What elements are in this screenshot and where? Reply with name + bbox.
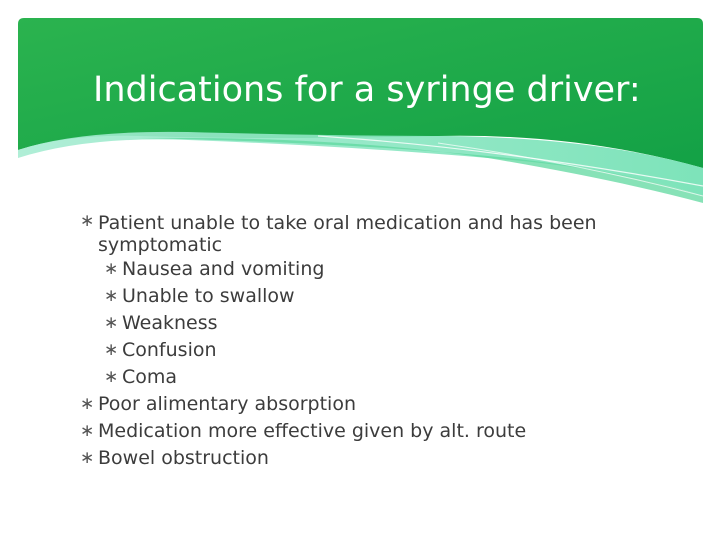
bullet-text: Unable to swallow	[122, 285, 295, 307]
bullet-item	[80, 391, 690, 418]
bullet-text: Coma	[122, 366, 178, 388]
bullet-icon: ∗	[104, 340, 119, 360]
bullet-item	[80, 210, 690, 256]
bullet-icon: ∗	[80, 211, 95, 231]
bullet-icon: ∗	[104, 367, 119, 387]
bullet-icon: ∗	[104, 259, 119, 279]
bullet-item	[104, 256, 690, 283]
bullet-icon: ∗	[80, 448, 95, 468]
bullet-text: Nausea and vomiting	[122, 258, 325, 280]
bullet-item	[104, 310, 690, 337]
slide-title: Indications for a syringe driver:	[93, 70, 641, 110]
bullet-text: Patient unable to take oral medication and has been symptomatic	[98, 212, 597, 256]
bullet-item	[80, 445, 690, 472]
bullet-icon: ∗	[80, 394, 95, 414]
bullet-icon: ∗	[80, 421, 95, 441]
bullet-text: Confusion	[122, 339, 217, 361]
bullet-list	[80, 210, 690, 472]
bullet-text: Poor alimentary absorption	[98, 393, 357, 415]
bullet-text: Medication more effective given by alt. route	[98, 420, 527, 442]
bullet-item	[104, 337, 690, 364]
bullet-text: Bowel obstruction	[98, 447, 269, 469]
bullet-icon: ∗	[104, 286, 119, 306]
bullet-item	[104, 364, 690, 391]
bullet-icon: ∗	[104, 313, 119, 333]
title-banner	[18, 18, 703, 203]
banner-graphic	[18, 18, 703, 203]
bullet-item	[104, 283, 690, 310]
bullet-text: Weakness	[122, 312, 218, 334]
bullet-item	[80, 418, 690, 445]
